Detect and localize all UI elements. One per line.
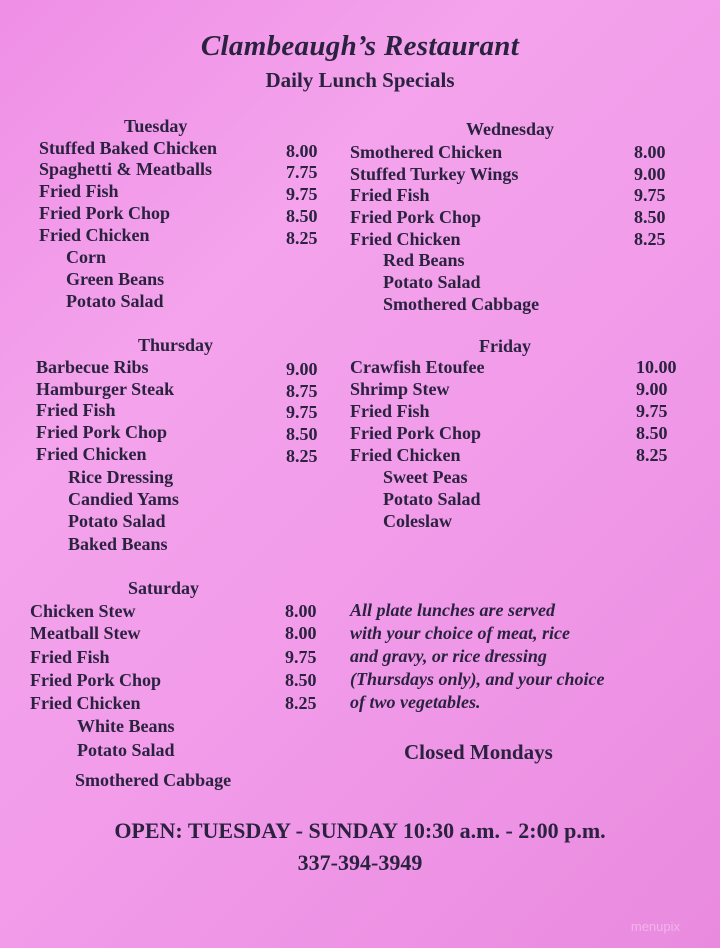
side-item: Potato Salad — [383, 489, 481, 509]
thursday-heading: Thursday — [138, 335, 214, 355]
note-line: (Thursdays only), and your choice — [350, 669, 605, 689]
menu-item-name: Fried Fish — [350, 185, 430, 205]
wednesday-heading: Wednesday — [466, 119, 555, 139]
watermark: menupix — [630, 919, 680, 934]
note-line: All plate lunches are served — [350, 600, 555, 620]
menu-item-price: 8.50 — [286, 424, 318, 444]
menu-item-name: Fried Fish — [30, 647, 110, 667]
menu-item-price: 8.00 — [285, 623, 317, 643]
menu-item-name: Hamburger Steak — [36, 379, 175, 399]
menu-item-price: 9.00 — [634, 164, 666, 184]
menu-item-price: 8.25 — [286, 446, 318, 466]
plate-lunch-note — [350, 599, 650, 714]
menu-item-price: 9.75 — [286, 184, 318, 204]
menu-item-price: 8.00 — [285, 601, 317, 621]
side-item: Candied Yams — [68, 489, 179, 509]
side-item: Potato Salad — [77, 740, 175, 760]
side-item: Potato Salad — [68, 511, 166, 531]
menu-item-price: 8.25 — [286, 228, 318, 248]
opening-hours: OPEN: TUESDAY - SUNDAY 10:30 a.m. - 2:00 p.m. — [114, 818, 606, 843]
menu-item-name: Barbecue Ribs — [36, 357, 149, 377]
menu-item-price: 9.00 — [636, 379, 668, 399]
menu-item-price: 9.00 — [286, 359, 318, 379]
menu-item-name: Fried Chicken — [350, 445, 461, 465]
restaurant-title: Clambeaugh’s Restaurant — [200, 30, 520, 62]
menu-item-name: Fried Pork Chop — [350, 423, 482, 443]
side-item: Rice Dressing — [68, 467, 174, 487]
menu-item-name: Fried Chicken — [36, 444, 147, 464]
menu-item-name: Fried Fish — [36, 400, 116, 420]
menu-item-name: Chicken Stew — [30, 601, 136, 621]
friday-heading: Friday — [479, 336, 531, 356]
side-item: Sweet Peas — [383, 467, 468, 487]
menu-item-price: 8.50 — [636, 423, 668, 443]
menu-item-price: 8.50 — [286, 206, 318, 226]
menu-item-price: 9.75 — [286, 402, 318, 422]
saturday-heading: Saturday — [128, 578, 200, 598]
menu-item-name: Fried Pork Chop — [39, 203, 171, 223]
menu-item-name: Fried Pork Chop — [30, 670, 162, 690]
side-item: Baked Beans — [68, 534, 168, 554]
menu-item-price: 9.75 — [634, 185, 666, 205]
side-item: Corn — [66, 247, 106, 267]
side-item: Red Beans — [383, 250, 465, 270]
menu-item-price: 8.00 — [286, 141, 318, 161]
closed-notice: Closed Mondays — [404, 740, 553, 764]
side-item: Smothered Cabbage — [383, 294, 540, 314]
menu-item-price: 8.75 — [286, 381, 318, 401]
menu-item-name: Crawfish Etoufee — [350, 357, 485, 377]
menu-item-price: 9.75 — [636, 401, 668, 421]
menu-item-price: 8.25 — [634, 229, 666, 249]
menu-item-name: Fried Chicken — [39, 225, 150, 245]
menu-item-price: 8.50 — [634, 207, 666, 227]
menu-item-name: Fried Pork Chop — [350, 207, 482, 227]
side-item: White Beans — [77, 716, 175, 736]
menu-item-name: Fried Chicken — [350, 229, 461, 249]
menu-item-name: Fried Fish — [39, 181, 119, 201]
menu-item-name: Stuffed Turkey Wings — [350, 164, 519, 184]
menu-item-name: Shrimp Stew — [350, 379, 450, 399]
menu-item-price: 8.25 — [285, 693, 317, 713]
side-item: Coleslaw — [383, 511, 452, 531]
side-item: Potato Salad — [383, 272, 481, 292]
menu-item-name: Meatball Stew — [30, 623, 141, 643]
menu-subtitle: Daily Lunch Specials — [265, 68, 455, 92]
menu-item-name: Smothered Chicken — [350, 142, 503, 162]
phone-number: 337-394-3949 — [297, 850, 423, 875]
menu-item-price: 8.00 — [634, 142, 666, 162]
menu-item-price: 8.25 — [636, 445, 668, 465]
menu-item-name: Stuffed Baked Chicken — [39, 138, 218, 158]
menu-item-price: 8.50 — [285, 670, 317, 690]
menu-item-name: Fried Chicken — [30, 693, 141, 713]
menu-item-price: 10.00 — [636, 357, 677, 377]
note-line: and gravy, or rice dressing — [350, 646, 547, 666]
menu-item-name: Spaghetti & Meatballs — [39, 159, 212, 179]
menu-item-price: 7.75 — [286, 162, 318, 182]
menu-item-name: Fried Fish — [350, 401, 430, 421]
side-item: Potato Salad — [66, 291, 164, 311]
tuesday-heading: Tuesday — [124, 116, 188, 136]
menu-item-name: Fried Pork Chop — [36, 422, 168, 442]
side-item: Smothered Cabbage — [75, 770, 232, 790]
side-item: Green Beans — [66, 269, 165, 289]
note-line: of two vegetables. — [350, 692, 481, 712]
note-line: with your choice of meat, rice — [350, 623, 570, 643]
menu-item-price: 9.75 — [285, 647, 317, 667]
